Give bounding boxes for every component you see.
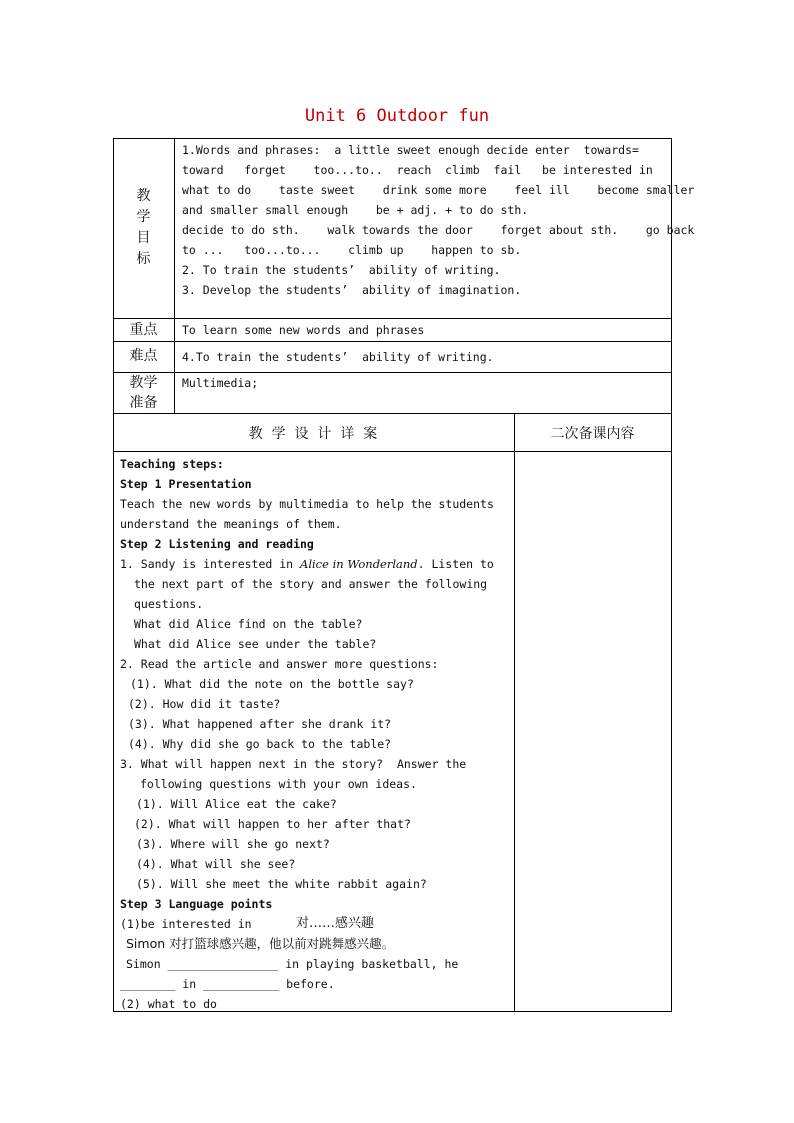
objectives-label-char: 目 [136, 230, 151, 246]
teaching-steps-heading: Teaching steps: [120, 457, 224, 471]
objectives-label [113, 186, 174, 270]
objective-line: decide to do sth. walk towards the door forget about sth. go back [182, 223, 695, 237]
question-2-item: (2). How did it taste? [128, 697, 281, 711]
fill-blank-sentence: ________ in ___________ before. [120, 977, 335, 991]
book-title: Alice in Wonderland [300, 557, 418, 571]
objective-line: 2. To train the students’ ability of writing. [182, 263, 501, 277]
preparation-label-line: 准备 [129, 395, 158, 411]
objective-line: 3. Develop the students’ ability of imagination. [182, 283, 522, 297]
language-point-1-example: Simon 对打篮球感兴趣，他以前对跳舞感兴趣。 [126, 936, 395, 951]
preparation-label [113, 373, 174, 413]
language-point-1-meaning: 对……感兴趣 [296, 916, 375, 931]
question-1-text: the next part of the story and answer the following [134, 577, 488, 591]
difficult-point-text: 4.To train the students’ ability of writing. [182, 350, 494, 364]
question-2-item: (1). What did the note on the bottle say? [130, 677, 414, 691]
language-point-1: (1)be interested in [120, 917, 252, 931]
step1-text: understand the meanings of them. [120, 517, 342, 531]
question-1-prefix: 1. Sandy is interested in [120, 557, 301, 571]
question-1 [120, 554, 494, 574]
question-2-item: (4). Why did she go back to the table? [128, 737, 392, 751]
step1-text: Teach the new words by multimedia to help the students [120, 497, 494, 511]
question-3-item: (2). What will happen to her after that? [134, 817, 411, 831]
question-2-item: (3). What happened after she drank it? [128, 717, 392, 731]
objective-line: what to do taste sweet drink some more feel ill become smaller [182, 183, 695, 197]
question-3: 3. What will happen next in the story? Answer the [120, 757, 467, 771]
question-1a: What did Alice find on the table? [134, 617, 363, 631]
preparation-text: Multimedia; [182, 376, 259, 390]
step1-heading: Step 1 Presentation [120, 477, 252, 491]
language-point-2: (2) what to do [120, 997, 217, 1011]
objective-line: and smaller small enough be + adj. + to do sth. [182, 203, 529, 217]
question-1b: What did Alice see under the table? [134, 637, 377, 651]
step3-heading: Step 3 Language points [120, 897, 273, 911]
question-3-text: following questions with your own ideas. [140, 777, 417, 791]
page-title: Unit 6 Outdoor fun [304, 106, 490, 126]
step2-heading: Step 2 Listening and reading [120, 537, 314, 551]
question-2: 2. Read the article and answer more questions: [120, 657, 439, 671]
question-1-suffix: . Listen to [417, 557, 494, 571]
difficult-point-label: 难点 [129, 348, 158, 364]
question-3-item: (3). Where will she go next? [136, 837, 330, 851]
question-3-item: (5). Will she meet the white rabbit again? [136, 877, 427, 891]
objectives-label-char: 学 [136, 209, 151, 225]
key-point-label: 重点 [129, 322, 158, 338]
question-3-item: (1). Will Alice eat the cake? [136, 797, 337, 811]
question-3-item: (4). What will she see? [136, 857, 296, 871]
design-header: 教 学 设 计 详 案 [248, 426, 378, 442]
objective-line: 1.Words and phrases: a little sweet enough decide enter towards= [182, 143, 639, 157]
preparation-label-line: 教学 [129, 375, 158, 391]
question-1-text: questions. [134, 597, 204, 611]
objectives-label-char: 标 [136, 251, 151, 267]
objectives-label-char: 教 [136, 188, 151, 204]
objective-line: toward forget too...to.. reach climb fail be interested in [182, 163, 653, 177]
secondary-header: 二次备课内容 [550, 426, 635, 442]
fill-blank-sentence: Simon ________________ in playing basketball, he [126, 957, 459, 971]
objective-line: to ... too...to... climb up happen to sb. [182, 243, 522, 257]
key-point-text: To learn some new words and phrases [182, 323, 425, 337]
